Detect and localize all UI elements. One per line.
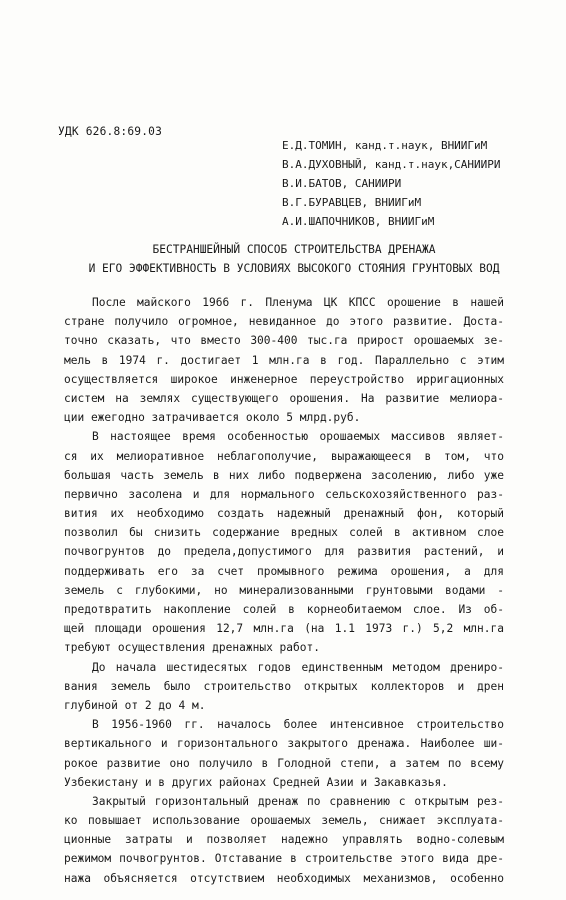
body-line: В 1956-1960 гг. началось более интенсивное строительство — [92, 718, 504, 732]
body-line: систем на землях существующего орошения. На развитие мелиора- — [64, 391, 504, 405]
body-line: глубиной от 2 до 4 м. — [64, 698, 206, 712]
body-line: почвогрунтов до предела,допустимого для развития растений, и — [64, 545, 504, 559]
body-line: щей площади орошения 12,7 млн.га (на 1.1 1973 г.) 5,2 млн.га — [64, 622, 504, 636]
author-line: В.А.ДУХОВНЫЙ, канд.т.наук,САНИИРИ — [282, 158, 501, 171]
article-body — [64, 293, 504, 888]
body-line: вертикального и горизонтального закрытого дренажа. Наиболее ши- — [64, 737, 504, 751]
body-line: После майского 1966 г. Пленума ЦК КПСС орошение в нашей — [92, 296, 504, 309]
body-line: первично засолена и для нормального сельскохозяйственного раз- — [64, 487, 504, 501]
body-line: осуществляется широкое инженерное переустройство ирригационных — [64, 372, 504, 386]
title-line: БЕСТРАНШЕЙНЫЙ СПОСОБ СТРОИТЕЛЬСТВА ДРЕНАЖА — [152, 243, 436, 256]
body-line: земель с глубокими, но минерализованными грунтовыми водами - — [64, 583, 504, 597]
body-line: вития их необходимо создать надежный дренажный фон, который — [64, 507, 504, 521]
body-line: Закрытый горизонтальный дренаж по сравнению с открытым рез- — [92, 794, 504, 808]
body-line: мель в 1974 г. достигает 1 млн.га в год. Параллельно с этим — [64, 353, 504, 367]
body-line: поддерживать его за счет промывного режима орошения, а для — [64, 564, 504, 578]
body-line: точно сказать, что вместо 300-400 тыс.га прирост орошаемых зе- — [64, 334, 504, 348]
body-line: рокое развитие оно получило в Голодной степи, а затем по всему — [64, 756, 504, 770]
body-line: большая часть земель в них либо подвержена засолению, либо уже — [64, 468, 504, 482]
body-line: стране получило огромное, невиданное до этого развитие. Доста- — [64, 315, 504, 329]
author-line: В.И.БАТОВ, САНИИРИ — [282, 177, 402, 190]
body-line: ционные затраты и позволяет надежно управлять водно-солевым — [64, 833, 504, 847]
author-list — [282, 136, 564, 231]
body-line: ко повышает использование орошаемых земель, снижает эксплуата- — [64, 814, 504, 828]
body-line: Узбекистану и в других районах Средней Азии и Закавказья. — [64, 775, 448, 789]
author-line: В.Г.БУРАВЦЕВ, ВНИИГиМ — [282, 196, 422, 209]
body-line: предотвратить накопление солей в корнеобитаемом слое. Из об- — [64, 603, 504, 616]
body-line: ции ежегодно затрачивается около 5 млрд.руб. — [64, 411, 361, 425]
body-line: вания земель было строительство открытых коллекторов и дрен — [64, 679, 504, 693]
author-line: А.И.ШАПОЧНИКОВ, ВНИИГиМ — [282, 215, 435, 228]
body-line: режимом почвогрунтов. Отставание в строительстве этого вида дре- — [64, 852, 504, 866]
body-line: требуют осуществления дренажных работ. — [64, 641, 320, 655]
body-line: позволил бы снизить содержание вредных солей в активном слое — [64, 526, 504, 540]
udc-code: УДК 626.8:69.03 — [58, 125, 163, 138]
author-line: Е.Д.ТОМИН, канд.т.наук, ВНИИГиМ — [282, 139, 488, 152]
body-line: ся их мелиоративное неблагополучие, выражающееся в том, что — [64, 449, 504, 463]
body-line: До начала шестидесятых годов единственным методом дрениро- — [92, 660, 504, 674]
body-line: В настоящее время особенностью орошаемых массивов являет- — [92, 430, 504, 444]
article-title — [64, 240, 524, 278]
title-line: И ЕГО ЭФФЕКТИВНОСТЬ В УСЛОВИЯХ ВЫСОКОГО СТОЯНИЯ ГРУНТОВЫХ ВОД — [88, 262, 500, 275]
body-line: нажа объясняется отсутствием необходимых механизмов, особенно — [64, 871, 504, 885]
